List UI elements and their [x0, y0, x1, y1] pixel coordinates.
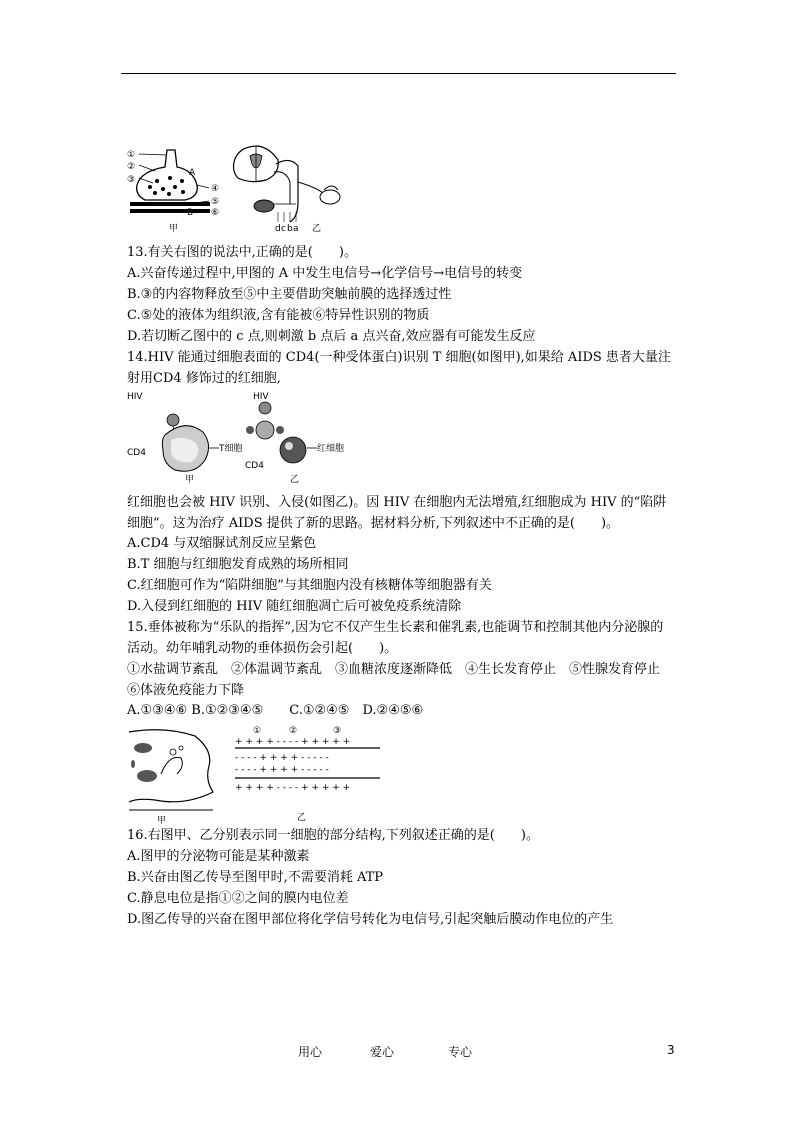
q13-option-d: D.若切断乙图中的 c 点,则刺激 b 点后 a 点兴奋,效应器有可能发生反应 — [127, 329, 536, 344]
fig-marker: ② — [289, 726, 298, 736]
fig-label: c — [281, 224, 286, 234]
q14-stem-part1: 14.HIV 能通过细胞表面的 CD4(一种受体蛋白)识别 T 细胞(如图甲),如果给 AIDS 患者大量注射用CD4 修饰过的红细胞, — [127, 350, 671, 386]
header-rule — [121, 73, 676, 74]
fig-caption-jia: 甲 — [157, 816, 167, 824]
q16-figure — [125, 724, 385, 824]
fig-label: ① — [127, 150, 136, 160]
fig-label-cd4: CD4 — [127, 448, 146, 458]
q16-option-a: A.图甲的分泌物可能是某种激素 — [127, 849, 310, 864]
page-number: 3 — [667, 1043, 675, 1057]
q16-option-c: C.静息电位是指①②之间的膜内电位差 — [127, 891, 349, 906]
q16-option-b: B.兴奋由图乙传导至图甲时,不需要消耗 ATP — [127, 870, 384, 885]
fig-label: d — [275, 224, 281, 234]
fig-label: a — [293, 224, 299, 234]
q14-stem-part2: 红细胞也会被 HIV 识别、入侵(如图乙)。因 HIV 在细胞内无法增殖,红细胞成为 HIV 的“陷阱细胞”。这为治疗 AIDS 提供了新的思路。据材料分析,下列叙述中不正确的是( )。 — [127, 495, 667, 531]
fig-caption-jia: 甲 — [185, 475, 195, 485]
q14-option-b: B.T 细胞与红细胞发育成熟的场所相同 — [127, 557, 349, 572]
fig-label-cd4: CD4 — [245, 461, 264, 471]
fig-marker: ① — [253, 726, 262, 736]
q15-stem: 15.垂体被称为“乐队的指挥”,因为它不仅产生生长素和催乳素,也能调节和控制其他内分泌腺的活动。幼年哺乳动物的垂体损伤会引起( )。 — [127, 620, 664, 656]
fig-label: ⑥ — [211, 208, 220, 218]
fig-caption: 乙 — [312, 224, 322, 234]
fig-caption-yi: 乙 — [290, 475, 300, 485]
fig-label: A — [189, 168, 196, 178]
fig-label-hiv: HIV — [253, 392, 269, 402]
fig-label: b — [287, 224, 293, 234]
q14-option-d: D.入侵到红细胞的 HIV 随红细胞凋亡后可被免疫系统清除 — [127, 599, 462, 614]
fig-label-tcell: T细胞 — [219, 444, 243, 454]
q13-figure-yi — [228, 142, 353, 237]
fig-charge-row: - - - - + + + + - - - - - — [235, 753, 329, 763]
q13-option-b: B.③的内容物释放至⑤中主要借助突触前膜的选择透过性 — [127, 287, 452, 302]
q14-option-a: A.CD4 与双缩脲试剂反应呈紫色 — [127, 536, 317, 551]
footer-motto-3: 专心 — [448, 1045, 473, 1059]
q15-options: A.①③④⑥ B.①②③④⑤ C.①②④⑤ D.②④⑤⑥ — [127, 703, 424, 718]
fig-label: B — [187, 208, 194, 218]
fig-label: ② — [127, 162, 136, 172]
q15-items: ①水盐调节紊乱 ②体温调节紊乱 ③血糖浓度逐渐降低 ④生长发育停止 ⑤性腺发育停止 ⑥体液免疫能力下降 — [127, 662, 674, 698]
q13-figure-jia — [125, 145, 225, 235]
q14-figure — [125, 390, 355, 485]
fig-label: ⑤ — [211, 197, 220, 207]
fig-label: ④ — [211, 184, 220, 194]
footer-motto-1: 用心 — [298, 1045, 323, 1059]
q13-option-a: A.兴奋传递过程中,甲图的 A 中发生电信号→化学信号→电信号的转变 — [127, 266, 523, 281]
fig-label: ③ — [127, 175, 136, 185]
fig-charge-row: + + + + - - - - + + + + + — [235, 737, 351, 747]
fig-caption: 甲 — [169, 224, 179, 234]
fig-charge-row: + + + + - - - - + + + + + — [235, 783, 351, 793]
q16-stem: 16.右图甲、乙分别表示同一细胞的部分结构,下列叙述正确的是( )。 — [127, 828, 539, 843]
fig-label-rbc: 红细胞 — [317, 444, 345, 454]
fig-charge-row: - - - - + + + + - - - - - — [235, 765, 329, 775]
q13-option-c: C.⑤处的液体为组织液,含有能被⑥特异性识别的物质 — [127, 308, 430, 323]
fig-caption-yi: 乙 — [297, 813, 307, 823]
q13-stem: 13.有关右图的说法中,正确的是( )。 — [127, 245, 357, 260]
footer-motto-2: 爱心 — [370, 1045, 395, 1059]
q16-option-d: D.图乙传导的兴奋在图甲部位将化学信号转化为电信号,引起突触后膜动作电位的产生 — [127, 912, 614, 927]
fig-marker: ③ — [333, 726, 342, 736]
q14-option-c: C.红细胞可作为“陷阱细胞”与其细胞内没有核糖体等细胞器有关 — [127, 578, 492, 593]
fig-label-hiv: HIV — [127, 392, 143, 402]
